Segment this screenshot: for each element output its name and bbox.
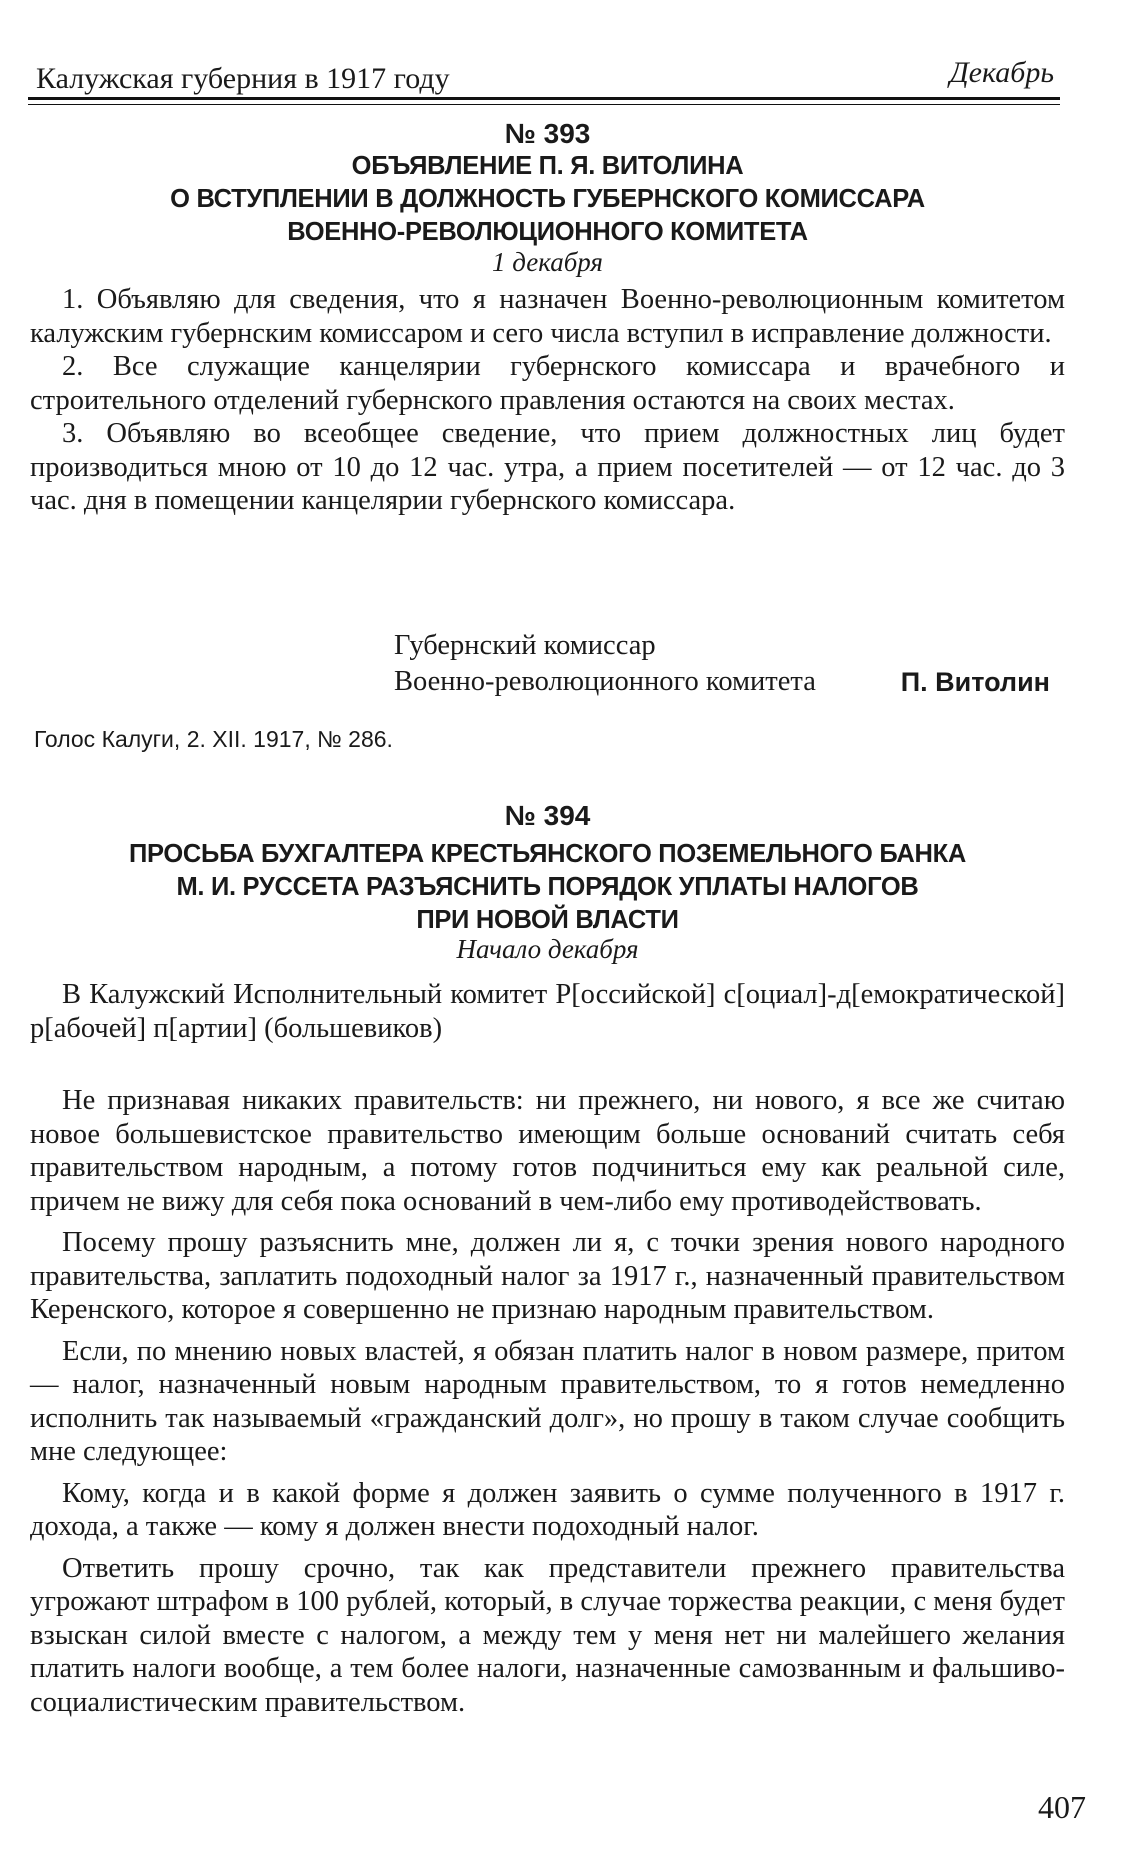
- doc393-title-line: О ВСТУПЛЕНИИ В ДОЛЖНОСТЬ ГУБЕРНСКОГО КОМИССАРА: [170, 185, 925, 213]
- doc393-paragraph: 3. Объявляю во всеобщее сведение, что прием должностных лиц будет производиться мною от 10 до 12 час. утра, а прием посетителей — от 12 час. до 3 час. дня в помещении канцелярии губернского комиссара.: [30, 418, 1065, 516]
- doc393-paragraph: 1. Объявляю для сведения, что я назначен Военно-революционным комитетом калужским губернским комиссаром и сего числа вступил в исправление должности.: [30, 284, 1065, 349]
- page-number: 407: [1038, 1789, 1086, 1825]
- doc393-date: 1 декабря: [492, 247, 603, 277]
- doc393-title: [30, 150, 1065, 249]
- doc393-signature: [394, 628, 1064, 700]
- running-header: [28, 52, 1060, 102]
- doc394-title-line: ПРИ НОВОЙ ВЛАСТИ: [416, 906, 679, 934]
- doc394-body: [30, 1084, 1065, 1719]
- doc393-title-line: ОБЪЯВЛЕНИЕ П. Я. ВИТОЛИНА: [351, 152, 744, 180]
- doc394-address-block: [30, 978, 1065, 1045]
- doc394-address: В Калужский Исполнительный комитет Р[оссийской] с[оциал]-д[емократической] р[абочей] п[артии] (большевиков): [30, 979, 1065, 1044]
- doc394-paragraph: Ответить прошу срочно, так как представители прежнего правительства угрожают штрафом в 100 рублей, который, в случае торжества реакции, с меня будет взыскан силой вместе с налогом, а между тем у меня нет ни малейшего желания платить налоги вообще, а тем более налоги, назначенные самозванным и фальшиво-социалистическим правительством.: [30, 1552, 1065, 1718]
- doc393-title-line: ВОЕННО-РЕВОЛЮЦИОННОГО КОМИТЕТА: [287, 218, 808, 246]
- doc393-source: Голос Калуги, 2. XII. 1917, № 286.: [34, 726, 393, 752]
- signature-name: П. Витолин: [900, 667, 1050, 697]
- signature-position: Губернский комиссар: [394, 630, 656, 661]
- doc394-date: Начало декабря: [456, 934, 639, 964]
- doc394-title-line: М. И. РУССЕТА РАЗЪЯСНИТЬ ПОРЯДОК УПЛАТЫ НАЛОГОВ: [176, 873, 919, 901]
- doc393-paragraph: 2. Все служащие канцелярии губернского комиссара и врачебного и строительного отделений губернского правления остаются на своих местах.: [30, 351, 1065, 416]
- signature-line2: [394, 664, 1064, 700]
- doc394-paragraph: Кому, когда и в какой форме я должен заявить о сумме полученного в 1917 г. дохода, а также — кому я должен внести подоходный налог.: [30, 1477, 1065, 1542]
- doc394-paragraph: Если, по мнению новых властей, я обязан платить налог в новом размере, притом — налог, назначенный новым народным правительством, то я готов немедленно исполнить так называемый «гражданский долг», но прошу в таком случае сообщить мне следующее:: [30, 1335, 1065, 1467]
- header-book-title: Калужская губерния в 1917 году: [36, 62, 450, 95]
- doc393-number: № 393: [504, 118, 591, 149]
- signature-organization: Военно-революционного комитета: [394, 666, 816, 697]
- doc394-title-line: ПРОСЬБА БУХГАЛТЕРА КРЕСТЬЯНСКОГО ПОЗЕМЕЛЬНОГО БАНКА: [129, 840, 966, 868]
- doc394-title: [30, 838, 1065, 937]
- doc394-paragraph: Не признавая никаких правительств: ни прежнего, ни нового, я все же считаю новое большевистское правительство имеющим больше оснований считать себя правительством народным, а потому готов подчиниться ему как реальной силе, причем не вижу для себя пока оснований в чем-либо ему противодействовать.: [30, 1085, 1065, 1217]
- doc394-paragraph: Посему прошу разъяснить мне, должен ли я, с точки зрения нового народного правительства, заплатить подоходный налог за 1917 г., назначенный правительством Керенского, которое я совершенно не признаю народным правительством.: [30, 1227, 1065, 1325]
- header-rule-thick: [28, 97, 1060, 100]
- header-rule-thin: [28, 104, 1060, 105]
- header-month: Декабрь: [949, 56, 1054, 89]
- doc394-number: № 394: [504, 800, 591, 831]
- doc393-body: [30, 283, 1065, 518]
